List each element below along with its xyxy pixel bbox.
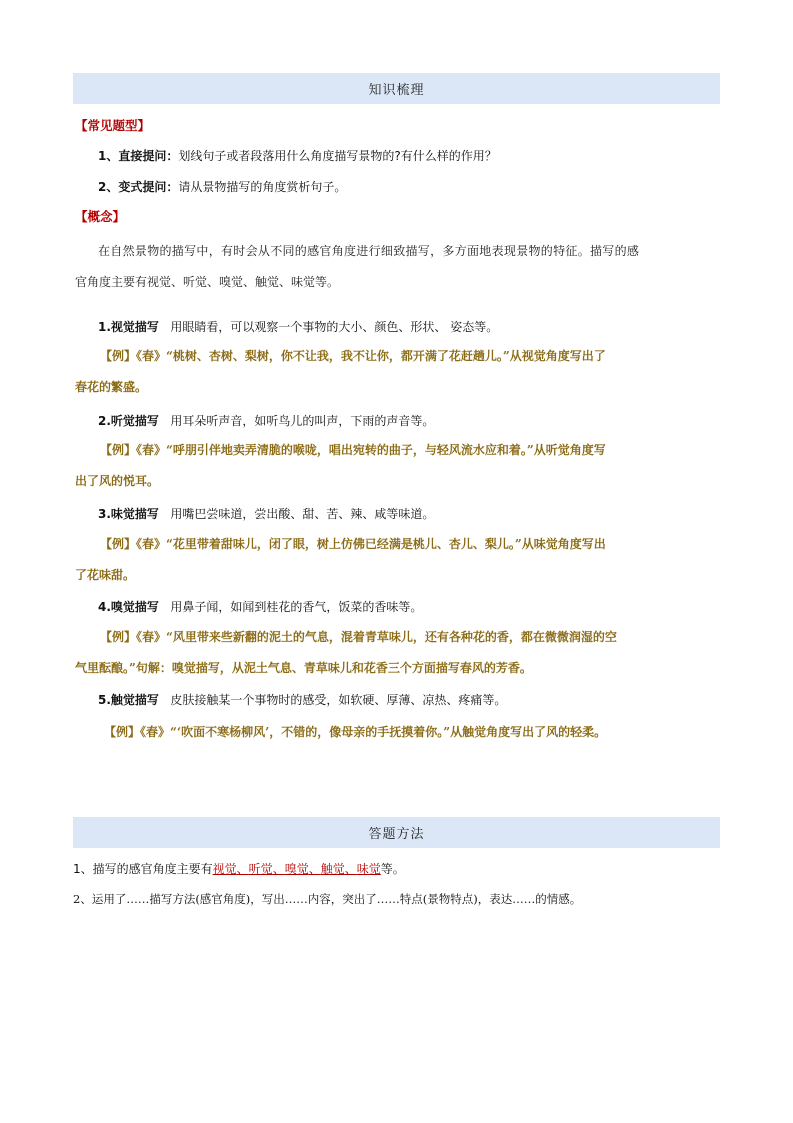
item-2-example-line-2: 出了风的悦耳。 xyxy=(75,474,160,488)
sense-sep-3: 、 xyxy=(308,862,321,876)
item-5-title: 5.触觉描写 xyxy=(98,693,159,707)
item-3-title: 3.味觉描写 xyxy=(98,507,159,521)
item-3-heading xyxy=(98,505,434,523)
method-line-1-prefix: 1、描写的感官角度主要有 xyxy=(73,862,213,876)
sense-visual: 视觉 xyxy=(212,862,237,876)
concept-label: 【概念】 xyxy=(75,209,126,224)
sense-sep-1: 、 xyxy=(236,862,249,876)
knowledge-title: 知识梳理 xyxy=(368,83,425,98)
item-1-example-line-1: 【例】《春》“桃树、杏树、梨树，你不让我，我不让你，都开满了花赶趟儿。”从视觉角度写出了 xyxy=(100,349,606,363)
question-1-label: 1、直接提问： xyxy=(98,149,179,163)
method-banner xyxy=(73,817,720,848)
item-4-desc: 用鼻子闻，如闻到桂花的香气，饭菜的香味等。 xyxy=(170,600,423,614)
item-1-example-line-2: 春花的繁盛。 xyxy=(75,380,148,394)
method-line-2: 2、运用了……描写方法(感官角度)，写出……内容，突出了……特点(景物特点)，表达……的情感。 xyxy=(73,892,582,906)
question-2-label: 2、变式提问： xyxy=(98,180,179,194)
item-5-desc: 皮肤接触某一个事物时的感受，如软硬、厚薄、凉热、疼痛等。 xyxy=(170,693,507,707)
item-1-title: 1.视觉描写 xyxy=(98,320,159,334)
item-4-example-line-1: 【例】《春》“风里带来些新翻的泥土的气息，混着青草味儿，还有各种花的香，都在微微润湿的空 xyxy=(100,630,617,644)
item-2-title: 2.听觉描写 xyxy=(98,414,159,428)
item-2-heading xyxy=(98,412,434,430)
concept-line-2: 官角度主要有视觉、听觉、嗅觉、触觉、味觉等。 xyxy=(75,275,340,289)
sense-smell: 嗅觉 xyxy=(284,862,309,876)
item-2-example-line-1: 【例】《春》“呼朋引伴地卖弄清脆的喉咙，唱出宛转的曲子，与轻风流水应和着。”从听觉角度写 xyxy=(100,443,606,457)
item-1-desc: 用眼睛看，可以观察一个事物的大小、颜色、形状、 姿态等。 xyxy=(170,320,499,334)
item-3-example-line-1: 【例】《春》“花里带着甜味儿，闭了眼，树上仿佛已经满是桃儿、杏儿、梨儿。”从味觉角度写出 xyxy=(100,537,606,551)
item-3-example-line-2: 了花味甜。 xyxy=(75,568,136,582)
item-5-example-line-1: 【例】《春》“‘吹面不寒杨柳风’，不错的，像母亲的手抚摸着你。”从触觉角度写出了风的轻柔。 xyxy=(104,725,607,739)
item-5-heading xyxy=(98,691,506,709)
item-3-desc: 用嘴巴尝味道，尝出酸、甜、苦、辣、咸等味道。 xyxy=(170,507,435,521)
item-1-heading xyxy=(98,318,498,336)
question-2 xyxy=(98,178,346,196)
sense-sep-4: 、 xyxy=(344,862,357,876)
method-title: 答题方法 xyxy=(368,827,425,842)
item-4-title: 4.嗅觉描写 xyxy=(98,600,159,614)
sense-sep-2: 、 xyxy=(272,862,285,876)
item-2-desc: 用耳朵听声音，如听鸟儿的叫声，下雨的声音等。 xyxy=(170,414,435,428)
question-2-text: 请从景物描写的角度赏析句子。 xyxy=(178,180,347,194)
common-types-label: 【常见题型】 xyxy=(75,118,151,133)
sense-hearing: 听觉 xyxy=(248,862,273,876)
item-4-example-line-2: 气里酝酿。”句解：嗅觉描写，从泥土气息、青草味儿和花香三个方面描写春风的芳香。 xyxy=(75,661,532,675)
concept-line-1: 在自然景物的描写中，有时会从不同的感官角度进行细致描写，多方面地表现景物的特征。描写的感 xyxy=(98,244,640,258)
sense-touch: 触觉 xyxy=(320,862,345,876)
question-1-text: 划线句子或者段落用什么角度描写景物的?有什么样的作用？ xyxy=(178,149,497,163)
method-line-1-suffix: 等。 xyxy=(380,862,405,876)
knowledge-banner xyxy=(73,73,720,104)
method-line-1 xyxy=(73,860,405,878)
question-1 xyxy=(98,147,497,165)
item-4-heading xyxy=(98,598,422,616)
sense-taste: 味觉 xyxy=(356,862,381,876)
